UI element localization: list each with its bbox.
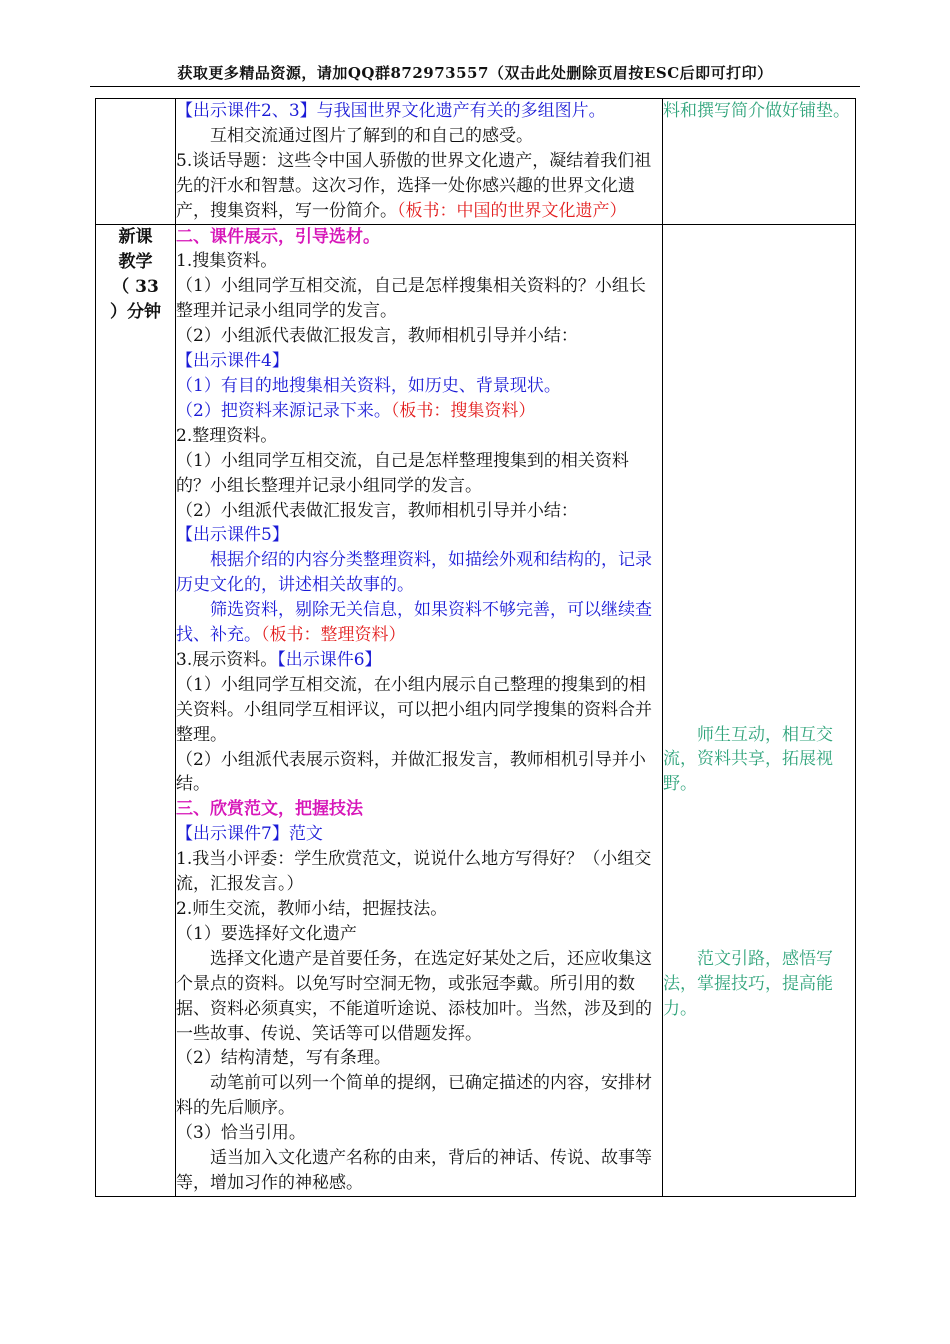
paragraph: （2）小组派代表做汇报发言，教师相机引导并小结： (176, 326, 578, 347)
stage-duration: （ 33 (112, 276, 159, 297)
board-note: （板书：搜集资料） (390, 400, 536, 421)
paragraph: （1）小组同学互相交流，自己是怎样搜集相关资料的？小组长整理并记录小组同学的发言。 (176, 276, 646, 322)
design-note: 料和撰写简介做好铺垫。 (663, 101, 850, 121)
stage-label: 教学 (118, 251, 153, 272)
step-heading: 1.搜集资料。 (176, 251, 278, 272)
courseware-line (176, 822, 662, 847)
summary-point (176, 399, 662, 424)
board-note: （板书：中国的世界文化遗产） (397, 200, 627, 221)
courseware-text: 【出示课件7】 (176, 824, 289, 845)
step-heading (176, 648, 662, 673)
summary-text: （2）把资料来源记录下来。 (176, 400, 391, 421)
courseware-line: 【出示课件5】 (176, 525, 289, 546)
summary-point: 根据介绍的内容分类整理资料，如描绘外观和结构的，记录历史文化的，讲述相关故事的。 (176, 550, 652, 596)
paragraph (176, 149, 662, 224)
main-cell-intro (176, 99, 663, 225)
step-heading: 2.整理资料。 (176, 425, 278, 446)
paragraph-text: 5.谈话导题：这些令中国人骄傲的世界文化遗产，凝结着我们祖先的汗水和智慧。这次习作，选择一处你感兴趣的世界文化遗产，搜集资料，写一份简介。 (176, 150, 652, 221)
summary-point: （1）有目的地搜集相关资料，如历史、背景现状。 (176, 375, 561, 396)
stage-cell-empty (96, 99, 176, 225)
design-note-cell (663, 99, 856, 225)
paragraph: 2.师生交流，教师小结，把握技法。 (176, 899, 448, 919)
paragraph: （2）小组派代表做汇报发言，教师相机引导并小结： (176, 500, 578, 521)
design-note: 师生互动，相互交流，资料共享，拓展视野。 (663, 724, 833, 795)
section-title: 二、课件展示，引导选材。 (176, 226, 380, 247)
summary-point (176, 598, 662, 648)
summary-text: 筛选资料，剔除无关信息，如果资料不够完善，可以继续查找、补充。 (176, 600, 652, 646)
technique-heading: （2）结构清楚，写有条理。 (176, 1048, 391, 1069)
technique-heading: （3）恰当引用。 (176, 1123, 306, 1144)
courseware-line: 【出示课件2、3】与我国世界文化遗产有关的多组图片。 (176, 101, 606, 121)
paragraph: 动笔前可以列一个简单的提纲，已确定描述的内容，安排材料的先后顺序。 (176, 1073, 652, 1119)
paragraph: 1.我当小评委：学生欣赏范文，说说什么地方写得好？（小组交流，汇报发言。） (176, 849, 652, 895)
technique-heading: （1）要选择好文化遗产 (176, 923, 357, 944)
paragraph: 互相交流通过图片了解到的和自己的感受。 (210, 125, 533, 146)
table-row (96, 99, 856, 225)
page-header: 获取更多精品资源，请加QQ群872973557（双击此处删除页眉按ESC后即可打印） (177, 64, 773, 82)
paragraph: （2）小组派代表展示资料，并做汇报发言，教师相机引导并小结。 (176, 749, 646, 795)
paragraph: （1）小组同学互相交流，在小组内展示自己整理的搜集到的相关资料。小组同学互相评议，可以把小组内同学搜集的资料合并整理。 (176, 674, 652, 745)
step-heading-text: 3.展示资料。 (176, 649, 278, 670)
paragraph: 选择文化遗产是首要任务，在选定好某处之后，还应收集这个景点的资料。以免写时空洞无物，或张冠李戴。所引用的数据、资料必须真实，不能道听途说、添枝加叶。当然，涉及到的一些故事、传说、笑话等可以借题发挥。 (176, 948, 652, 1044)
stage-label: 新课 (118, 226, 153, 247)
paragraph: 适当加入文化遗产名称的由来，背后的神话、传说、故事等等，增加习作的神秘感。 (176, 1148, 652, 1193)
stage-cell (96, 224, 176, 1196)
main-cell-teaching (176, 224, 663, 1196)
courseware-text: 范文 (288, 824, 323, 845)
courseware-line: 【出示课件6】 (277, 649, 382, 670)
design-note-cell (663, 224, 856, 1196)
paragraph: （1）小组同学互相交流，自己是怎样整理搜集到的相关资料的？小组长整理并记录小组同学的发言。 (176, 450, 629, 496)
stage-duration: ）分钟 (110, 301, 161, 322)
courseware-line: 【出示课件4】 (176, 351, 289, 372)
section-title: 三、欣赏范文，把握技法 (176, 799, 363, 820)
lesson-plan-table (95, 98, 856, 1197)
table-row (96, 224, 856, 1196)
design-note: 范文引路，感悟写法，掌握技巧，提高能力。 (663, 949, 833, 1020)
header-rule (90, 86, 860, 87)
board-note: （板书：整理资料） (261, 625, 406, 646)
